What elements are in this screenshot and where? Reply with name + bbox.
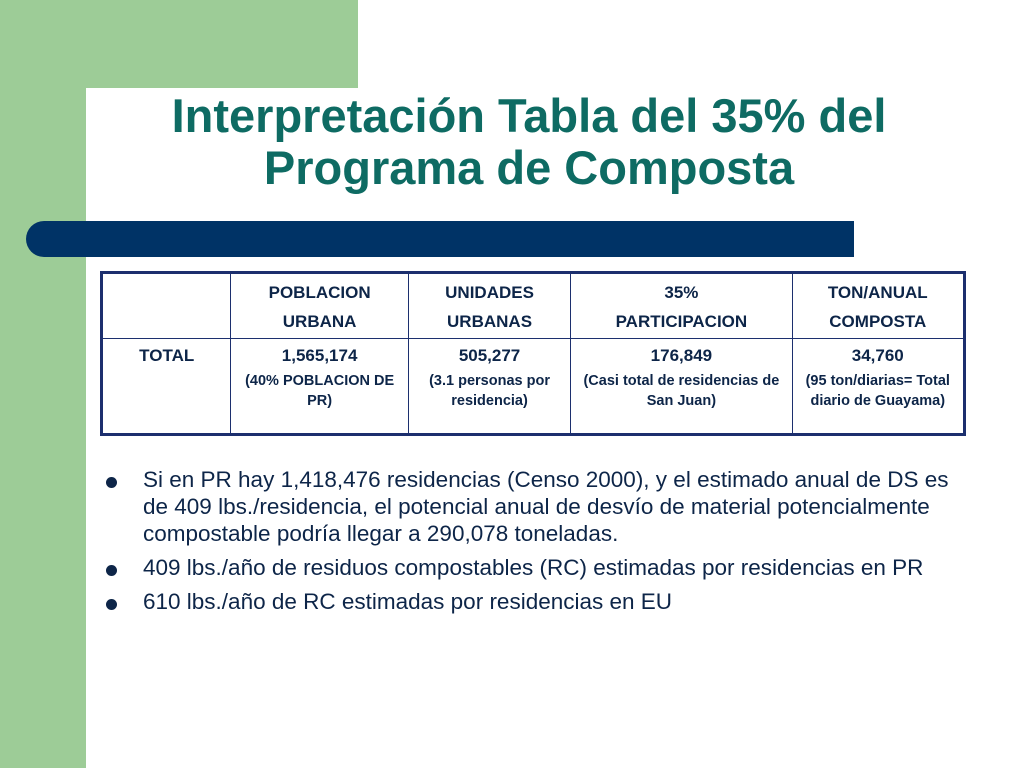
table-row-label: TOTAL <box>102 339 231 435</box>
bullet-text: 610 lbs./año de RC estimadas por residencias en EU <box>143 589 673 614</box>
slide-title <box>100 90 958 194</box>
list-item <box>106 554 966 581</box>
title-underline-bar <box>26 221 854 257</box>
table-cell-ton-anual: 34,760 (95 ton/diarias= Total diario de Guayama) <box>792 339 964 435</box>
bullet-dot-icon <box>106 477 117 488</box>
table-cell-note: (95 ton/diarias= Total diario de Guayama) <box>805 373 950 409</box>
table-header-poblacion: POBLACION URBANA <box>231 273 408 339</box>
left-green-band <box>0 0 86 768</box>
table-header-participacion: 35% PARTICIPACION <box>571 273 792 339</box>
table-cell-unidades: 505,277 (3.1 personas por residencia) <box>408 339 570 435</box>
bullet-text: 409 lbs./año de residuos compostables (RC) estimadas por residencias en PR <box>143 555 924 580</box>
table-cell-note: (Casi total de residencias de San Juan) <box>583 373 780 409</box>
table-cell-note: (3.1 personas por residencia) <box>429 373 550 409</box>
slide-title-line-1: Interpretación Tabla del 35% del <box>171 89 887 142</box>
table-header-unidades: UNIDADES URBANAS <box>408 273 570 339</box>
top-green-band <box>0 0 358 88</box>
table-header-empty <box>102 273 231 339</box>
bullet-list <box>106 466 966 622</box>
table-header-ton-anual: TON/ANUAL COMPOSTA <box>792 273 964 339</box>
composta-table <box>100 271 966 436</box>
table-row <box>102 339 965 435</box>
bullet-dot-icon <box>106 565 117 576</box>
table-cell-note: (40% POBLACION DE PR) <box>245 373 395 409</box>
bullet-dot-icon <box>106 599 117 610</box>
table-cell-participacion: 176,849 (Casi total de residencias de San Juan) <box>571 339 792 435</box>
bullet-text: Si en PR hay 1,418,476 residencias (Censo 2000), y el estimado anual de DS es de 409 lbs./residencia, el potencial anual de desvío de material potencialmente compostable podría llegar a 290,078 toneladas. <box>143 467 949 546</box>
list-item <box>106 466 966 547</box>
table-cell-poblacion: 1,565,174 (40% POBLACION DE PR) <box>231 339 408 435</box>
list-item <box>106 588 966 615</box>
slide-title-line-2: Programa de Composta <box>263 141 795 194</box>
table-header-row <box>102 273 965 339</box>
